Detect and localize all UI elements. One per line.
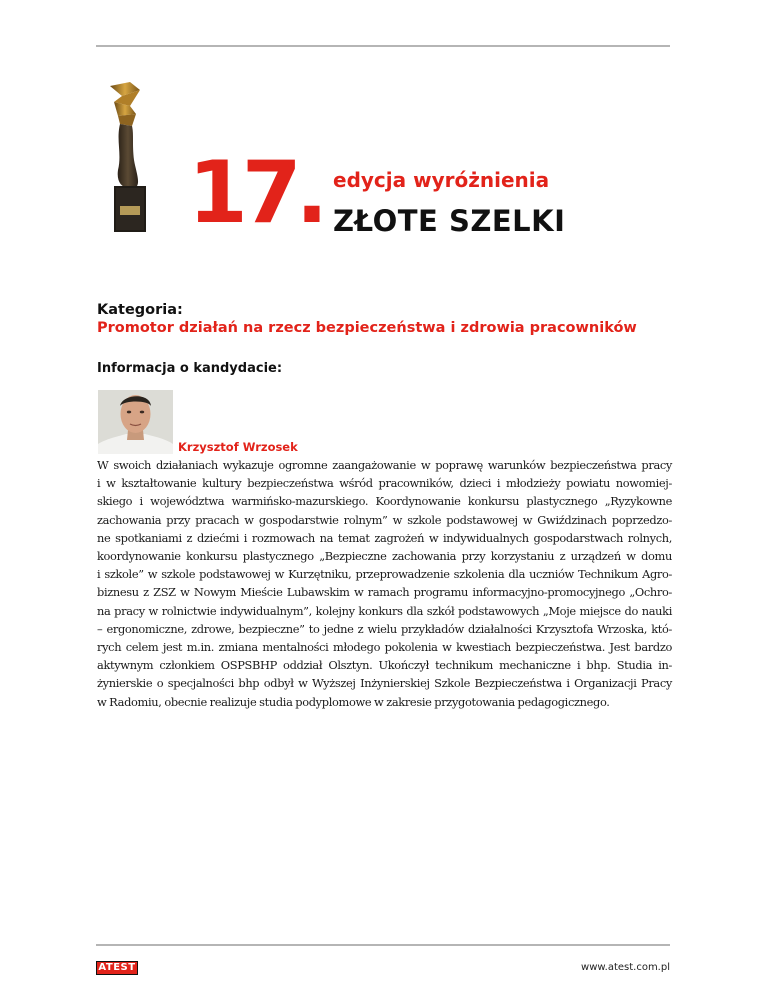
candidate-bio <box>97 456 672 711</box>
candidate-photo <box>98 390 173 454</box>
edition-number: 17. <box>188 143 323 243</box>
bio-line: rych celem jest m.in. zmiana mentalności młodego pokolenia w kwestiach bezpieczeństwa. Jest bardzo <box>97 640 672 655</box>
bio-line: w Radomiu, obecnie realizuje studia podyplomowe w zakresie przygotowania pedagogicznego. <box>97 694 610 709</box>
bio-line: aktywnym członkiem OSPSBHP oddział Olsztyn. Ukończył technikum mechaniczne i bhp. Studia in- <box>97 658 672 673</box>
category-label: Kategoria: <box>97 302 183 318</box>
bio-line: i szkole” w szkole podstawowej w Kurzętniku, przeprowadzenie szkolenia dla uczniów Technikum Agro- <box>97 567 672 582</box>
candidate-name: Krzysztof Wrzosek <box>178 440 298 454</box>
footer-url[interactable]: www.atest.com.pl <box>581 962 670 973</box>
trophy-image <box>100 80 160 236</box>
award-name: ZŁOTE SZELKI <box>333 204 566 238</box>
bio-line: i w kształtowanie kultury bezpieczeństwa wśród pracowników, dzieci i młodzieży powiatu nowomiej- <box>97 476 672 491</box>
bio-line: skiego i województwa warmińsko-mazurskiego. Koordynowanie konkursu plastycznego „Ryzykowne <box>97 494 672 509</box>
bio-line: żynierskie o specjalności bhp odbył w Wyższej Inżynierskiej Szkole Bezpieczeństwa i Organizacji Pracy <box>97 676 672 691</box>
bottom-divider <box>96 944 670 946</box>
bio-line: zachowania przy pracach w gospodarstwie rolnym” w szkole podstawowej w Gwiździnach poprzedzo- <box>97 512 672 527</box>
bio-line: ne spotkaniami z dziećmi i rozmowach na temat zagrożeń w indywidualnych gospodarstwach rolnych, <box>97 530 672 545</box>
top-divider <box>96 45 670 47</box>
category-value: Promotor działań na rzecz bezpieczeństwa i zdrowia pracowników <box>97 320 637 336</box>
bio-line: koordynowanie konkursu plastycznego „Bezpieczne zachowania przy korzystaniu z urządzeń w domu <box>97 549 672 564</box>
bio-line: W swoich działaniach wykazuje ogromne zaangażowanie w poprawę warunków bezpieczeństwa pracy <box>97 458 672 472</box>
info-heading: Informacja o kandydacie: <box>97 361 283 376</box>
bio-line: – ergonomiczne, zdrowe, bezpieczne” to jedne z wielu przykładów działalności Krzysztofa Wrzoska, któ- <box>97 621 672 636</box>
bio-line: biznesu z ZSZ w Nowym Mieście Lubawskim w ramach programu informacyjno-promocyjnego „Ochro- <box>97 585 672 600</box>
edition-label: edycja wyróżnienia <box>333 168 550 192</box>
atest-logo: ATEST <box>96 961 138 975</box>
bio-line: na pracy w rolnictwie indywidualnym”, kolejny konkurs dla szkół podstawowych „Moje miejsce do nauki <box>97 603 672 618</box>
